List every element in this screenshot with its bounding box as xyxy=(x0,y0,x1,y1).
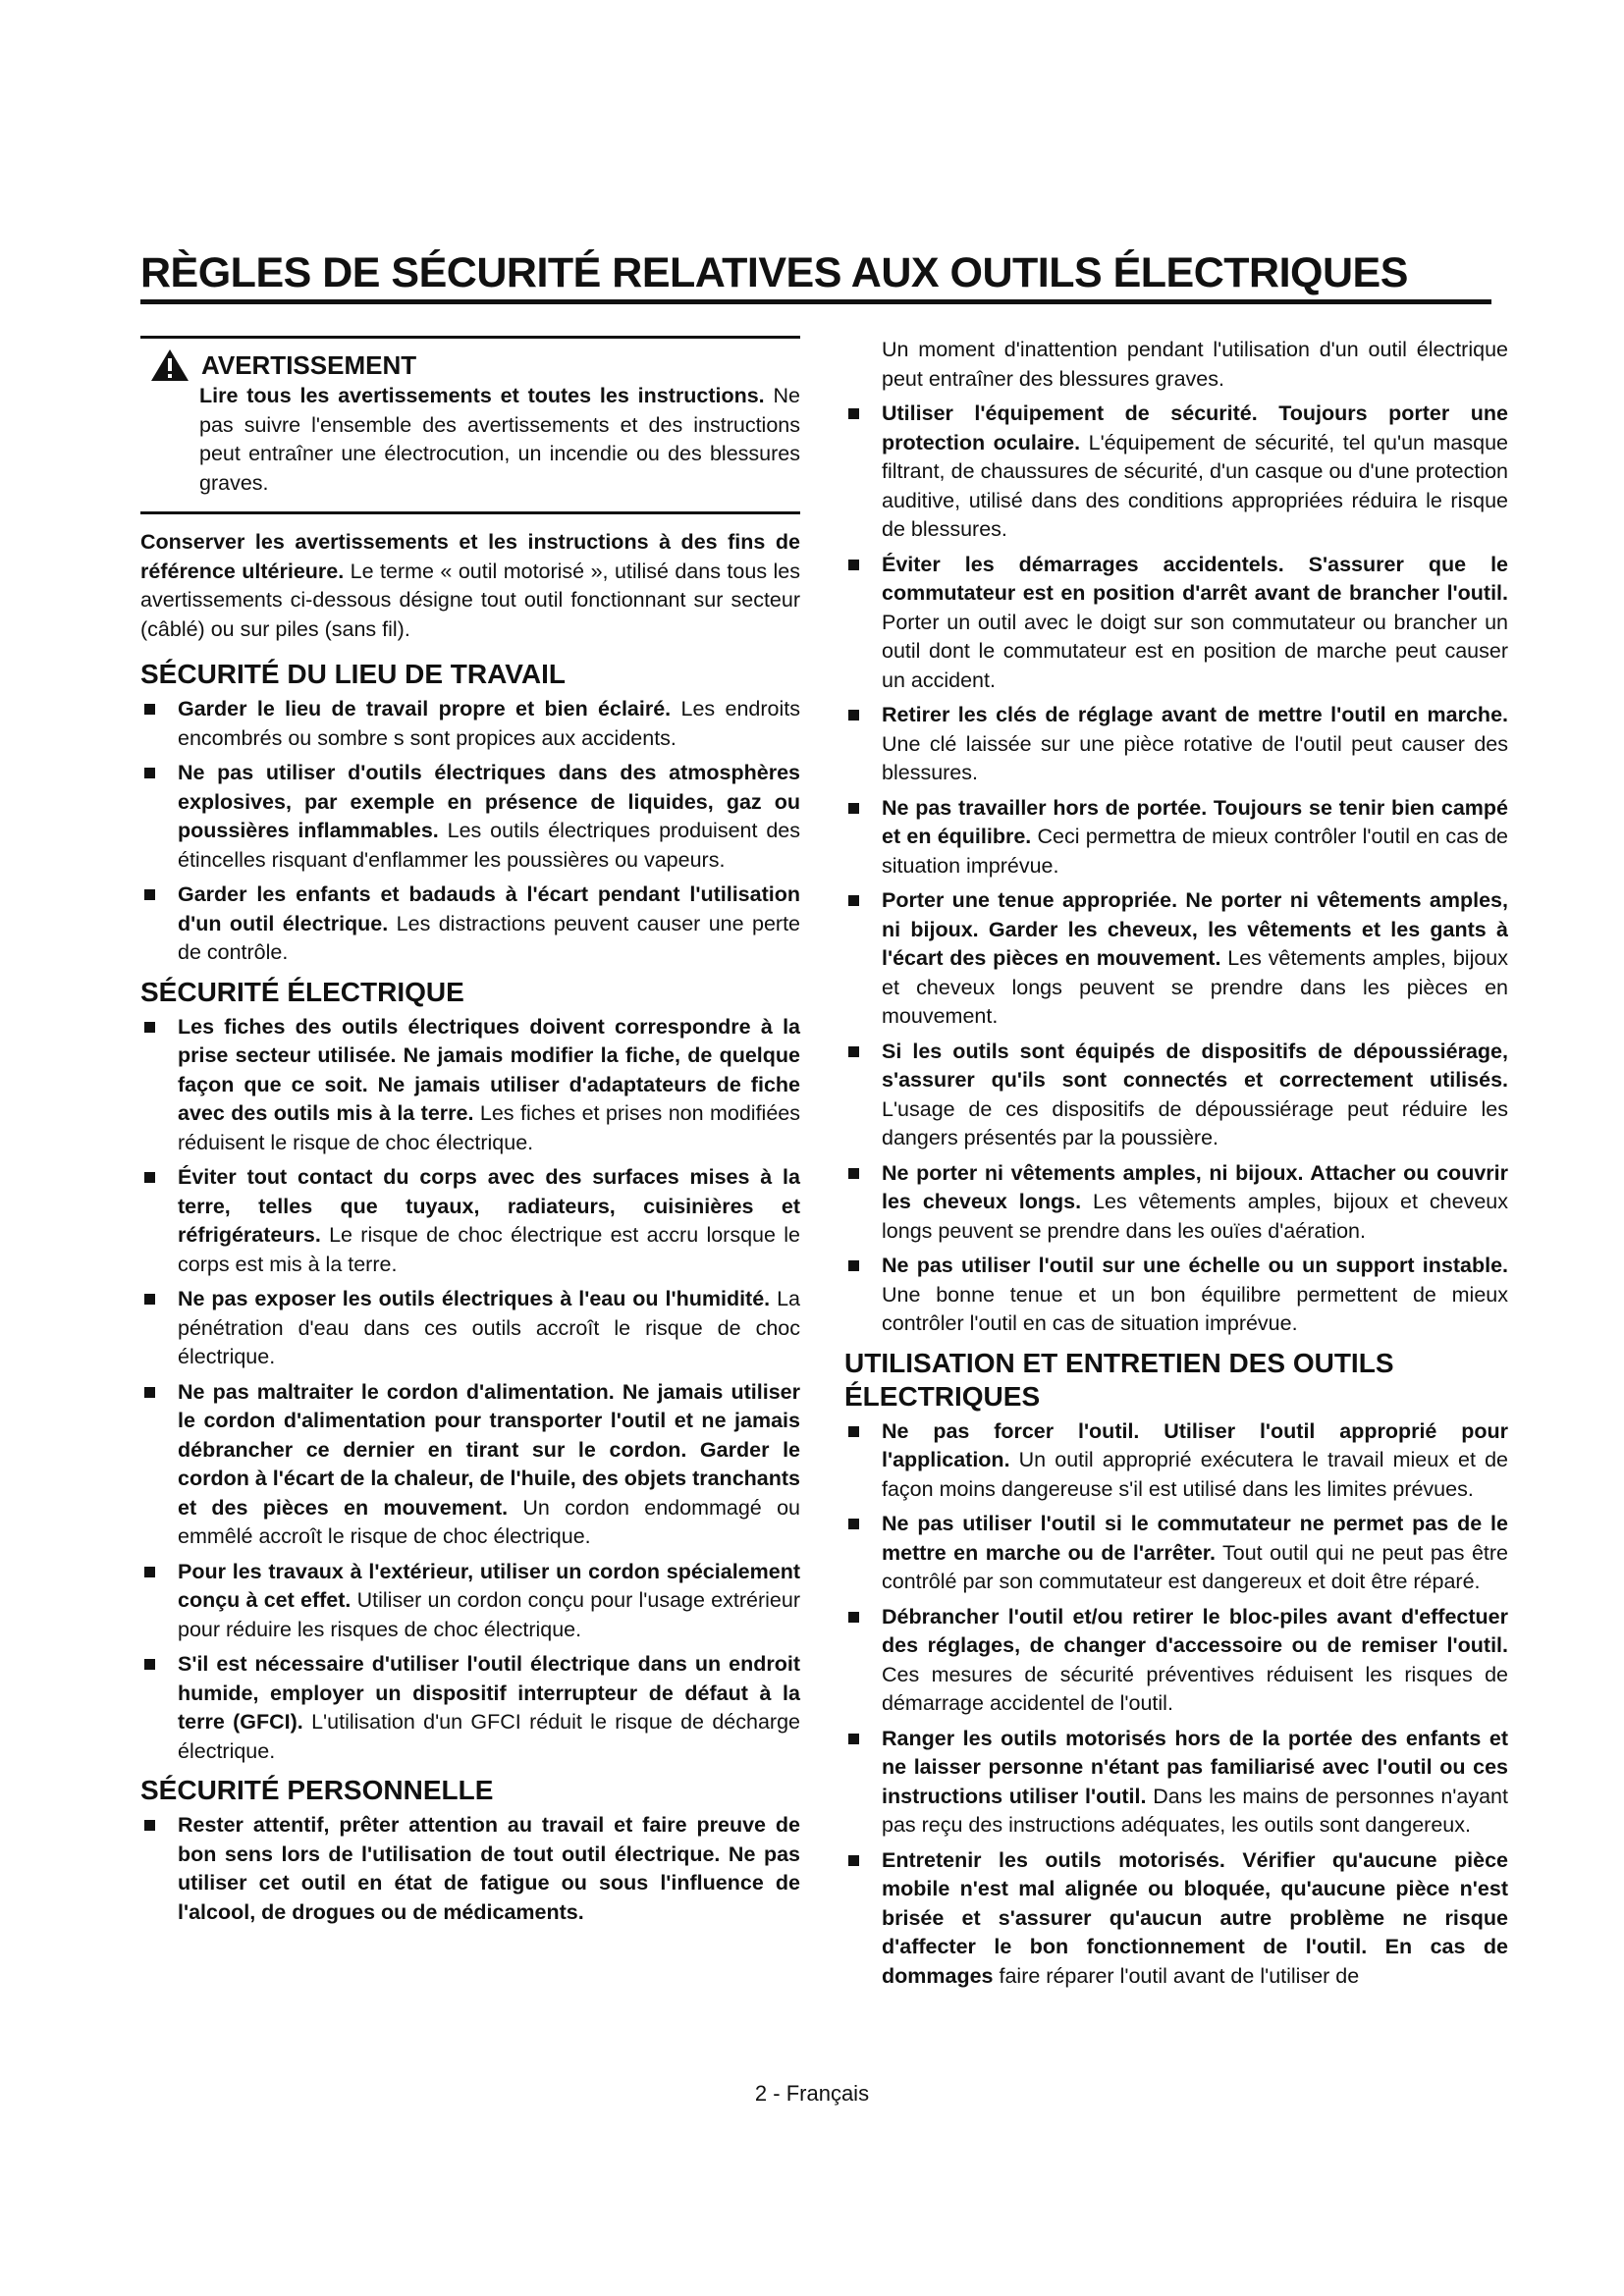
bullet-icon xyxy=(848,1260,859,1271)
list-item: Garder le lieu de travail propre et bien éclairé. Les endroits encombrés ou sombre s sont propices aux accidents. xyxy=(140,695,800,753)
bullet-icon xyxy=(848,560,859,570)
warning-triangle-icon xyxy=(150,348,189,382)
list-item: Éviter les démarrages accidentels. S'assurer que le commutateur est en position d'arrêt avant de brancher l'outil. Porter un outil avec le doigt sur son commutateur ou brancher un outil dont le commutateur est en position de marche peut causer un accident. xyxy=(844,551,1508,696)
list-item: Porter une tenue appropriée. Ne porter ni vêtements amples, ni bijoux. Garder les cheveux, les vêtements et les gants à l'écart des pièces en mouvement. Les vêtements amples, bijoux et cheveux longs peuvent se prendre dans les pièces en mouvement. xyxy=(844,886,1508,1032)
bullet-icon xyxy=(144,1659,155,1670)
list-item: Les fiches des outils électriques doivent correspondre à la prise secteur utilisée. Ne jamais modifier la fiche, de quelque façon que ce soit. Ne jamais utiliser d'adaptateurs de fiche avec des outils mis à la terre. Les fiches et prises non modifiées réduisent le risque de choc électrique. xyxy=(140,1013,800,1158)
bullet-icon xyxy=(144,1567,155,1577)
warning-text: Ne pas suivre l'ensemble des avertissements et des instructions peut entraîner une électrocution, un incendie ou des blessures graves. xyxy=(199,384,800,495)
list-personal-continued xyxy=(844,400,1508,1339)
bullet-icon xyxy=(848,710,859,721)
list-item: Ne pas utiliser l'outil si le commutateur ne permet pas de le mettre en marche ou de l'arrêter. Tout outil qui ne peut pas être contrôlé par son commutateur est dangereux et doit être réparé. xyxy=(844,1510,1508,1597)
bullet-icon xyxy=(848,1519,859,1529)
bullet-icon xyxy=(848,1734,859,1744)
section-heading-tool-use: UTILISATION ET ENTRETIEN DES OUTILS ÉLECTRIQUES xyxy=(844,1347,1394,1412)
bullet-icon xyxy=(144,768,155,778)
list-item: Ne pas forcer l'outil. Utiliser l'outil approprié pour l'application. Un outil approprié exécutera le travail mieux et de façon moins dangereuse s'il est utilisé dans les limites prévues. xyxy=(844,1417,1508,1505)
right-column xyxy=(844,336,1508,1997)
bullet-icon xyxy=(848,408,859,419)
page-number: 2 - Français xyxy=(754,2081,870,2106)
continuation-text: Un moment d'inattention pendant l'utilisation d'un outil électrique peut entraîner des blessures graves. xyxy=(882,338,1508,391)
list-electrical xyxy=(140,1013,800,1767)
bullet-icon xyxy=(144,1172,155,1183)
bullet-icon xyxy=(144,1022,155,1033)
list-item: Retirer les clés de réglage avant de mettre l'outil en marche. Une clé laissée sur une pièce rotative de l'outil peut causer des blessures. xyxy=(844,701,1508,788)
bullet-icon xyxy=(144,889,155,900)
list-item: Ne pas maltraiter le cordon d'alimentation. Ne jamais utiliser le cordon d'alimentation pour transporter l'outil et ne jamais débrancher ce dernier en tirant sur le cordon. Garder le cordon à l'écart de la chaleur, de l'huile, des objets tranchants et des pièces en mouvement. Un cordon endommagé ou emmêlé accroît le risque de choc électrique. xyxy=(140,1378,800,1552)
warning-heading: AVERTISSEMENT xyxy=(201,350,417,380)
list-item: Ne pas utiliser l'outil sur une échelle ou un support instable. Une bonne tenue et un bon équilibre permettent de mieux contrôler l'outil en cas de situation imprévue. xyxy=(844,1252,1508,1339)
section-heading-work-area: SÉCURITÉ DU LIEU DE TRAVAIL xyxy=(140,659,566,689)
warning-bold: Lire tous les avertissements et toutes les instructions. xyxy=(199,384,765,407)
section-heading-electrical: SÉCURITÉ ÉLECTRIQUE xyxy=(140,976,464,1007)
warning-box xyxy=(140,336,800,514)
bullet-icon xyxy=(144,704,155,715)
list-item: Ne pas utiliser d'outils électriques dans des atmosphères explosives, par exemple en présence de liquides, gaz ou poussières inflammables. Les outils électriques produisent des étincelles risquant d'enflammer les poussières ou vapeurs. xyxy=(140,759,800,875)
list-item: Ne pas travailler hors de portée. Toujours se tenir bien campé et en équilibre. Ceci permettra de mieux contrôler l'outil en cas de situation imprévue. xyxy=(844,794,1508,881)
list-item: Utiliser l'équipement de sécurité. Toujours porter une protection oculaire. L'équipement de sécurité, tel qu'un masque filtrant, de chaussures de sécurité, d'un casque ou d'une protection auditive, utilisé dans des conditions appropriées réduira le risque de blessures. xyxy=(844,400,1508,545)
warning-body xyxy=(199,382,800,498)
bullet-icon xyxy=(848,1855,859,1866)
list-personal xyxy=(140,1811,800,1927)
list-work-area xyxy=(140,695,800,968)
bullet-icon xyxy=(848,1046,859,1057)
list-item: Ne porter ni vêtements amples, ni bijoux. Attacher ou couvrir les cheveux longs. Les vêtements amples, bijoux et cheveux longs peuvent se prendre dans les ouïes d'aération. xyxy=(844,1159,1508,1247)
list-item: Pour les travaux à l'extérieur, utiliser un cordon spécialement conçu à cet effet. Utiliser un cordon conçu pour l'usage extrérieur pour réduire les risques de choc électrique. xyxy=(140,1558,800,1645)
bullet-icon xyxy=(848,895,859,906)
title-rule xyxy=(140,299,1491,304)
list-item: Rester attentif, prêter attention au travail et faire preuve de bon sens lors de l'utilisation de tout outil électrique. Ne pas utiliser cet outil en état de fatigue ou sous l'influence de l'alcool, de drogues ou de médicaments. xyxy=(140,1811,800,1927)
left-column xyxy=(140,336,800,1933)
bullet-icon xyxy=(144,1820,155,1831)
list-tool-use xyxy=(844,1417,1508,1992)
list-item: Si les outils sont équipés de dispositifs de dépoussiérage, s'assurer qu'ils sont connectés et correctement utilisés. L'usage de ces dispositifs de dépoussiérage peut réduire les dangers présentés par la poussière. xyxy=(844,1038,1508,1153)
intro-paragraph: Conserver les avertissements et les instructions à des fins de référence ultérieure. Le terme « outil motorisé », utilisé dans tous les avertissements ci-dessous désigne tout outil fonctionnant sur secteur (câblé) ou sur piles (sans fil). xyxy=(140,530,800,641)
list-item: S'il est nécessaire d'utiliser l'outil électrique dans un endroit humide, employer un dispositif interrupteur de défaut à la terre (GFCI). L'utilisation d'un GFCI réduit le risque de décharge électrique. xyxy=(140,1650,800,1766)
bullet-icon xyxy=(848,1612,859,1623)
bullet-icon xyxy=(848,1168,859,1179)
list-item: Ranger les outils motorisés hors de la portée des enfants et ne laisser personne n'étant pas familiarisé avec l'outil ou ces instructions utiliser l'outil. Dans les mains de personnes n'ayant pas reçu des instructions adéquates, les outils sont dangereux. xyxy=(844,1725,1508,1841)
section-heading-personal: SÉCURITÉ PERSONNELLE xyxy=(140,1775,494,1805)
page-title: RÈGLES DE SÉCURITÉ RELATIVES AUX OUTILS ÉLECTRIQUES xyxy=(140,249,1408,296)
list-item: Ne pas exposer les outils électriques à l'eau ou l'humidité. La pénétration d'eau dans ces outils accroît le risque de choc électrique. xyxy=(140,1285,800,1372)
bullet-icon xyxy=(144,1387,155,1398)
bullet-icon xyxy=(848,803,859,814)
list-item: Éviter tout contact du corps avec des surfaces mises à la terre, telles que tuyaux, radiateurs, cuisinières et réfrigérateurs. Le risque de choc électrique est accru lorsque le corps est mis à la terre. xyxy=(140,1163,800,1279)
list-item: Débrancher l'outil et/ou retirer le bloc-piles avant d'effectuer des réglages, de changer d'accessoire ou de remiser l'outil. Ces mesures de sécurité préventives réduisent les risques de démarrage accidentel de l'outil. xyxy=(844,1603,1508,1719)
bullet-icon xyxy=(144,1294,155,1305)
bullet-icon xyxy=(848,1426,859,1437)
list-item: Garder les enfants et badauds à l'écart pendant l'utilisation d'un outil électrique. Les distractions peuvent causer une perte de contrôle. xyxy=(140,881,800,968)
list-item: Entretenir les outils motorisés. Vérifier qu'aucune pièce mobile n'est mal alignée ou bloquée, qu'aucune pièce n'est brisée et s'assurer qu'aucun autre problème ne risque d'affecter le bon fonctionnement de l'outil. En cas de dommages faire réparer l'outil avant de l'utiliser de xyxy=(844,1846,1508,1992)
